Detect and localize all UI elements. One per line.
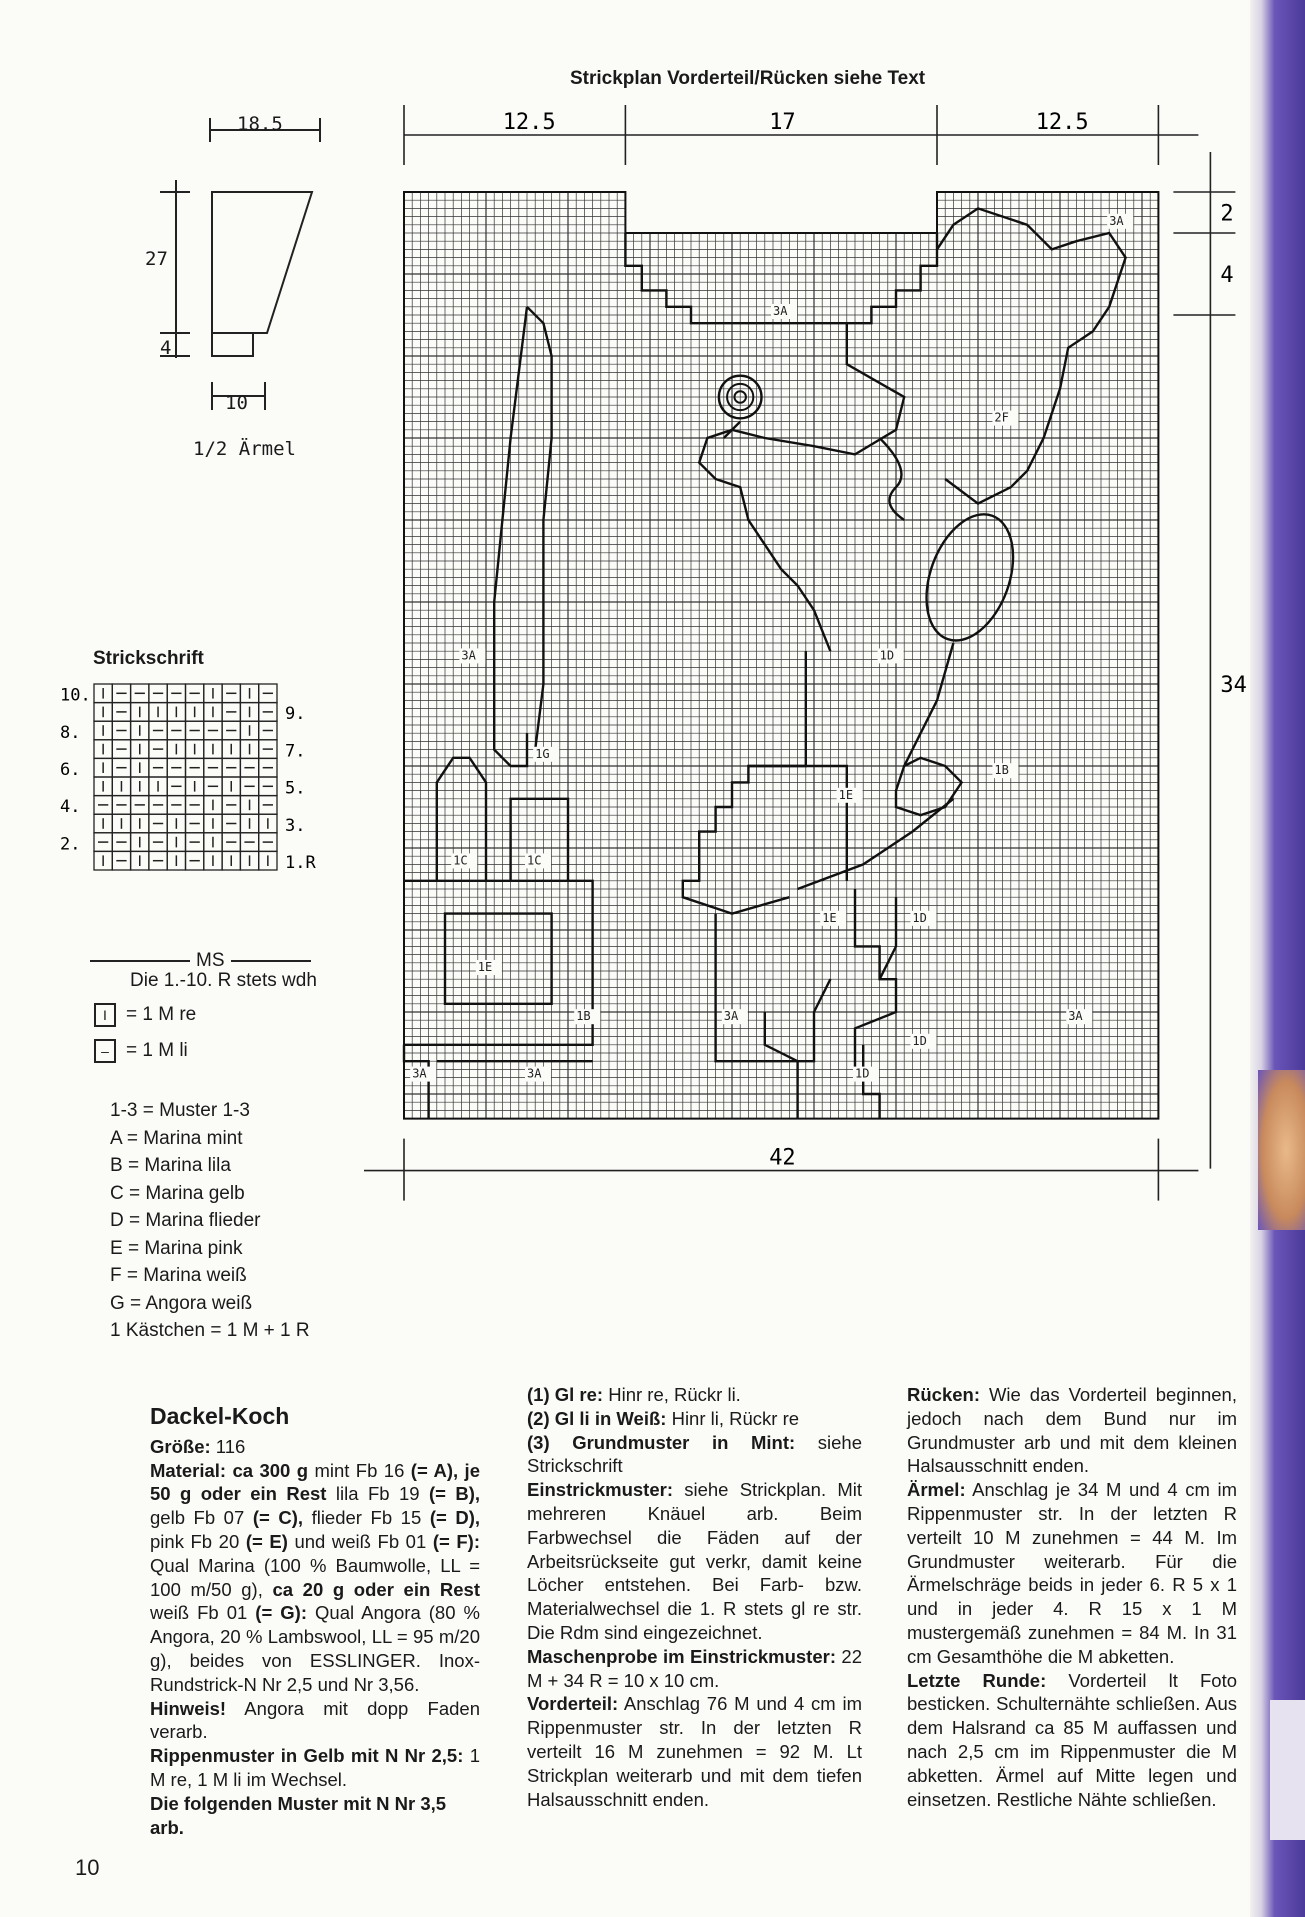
sleeve-width-top: 18.5 bbox=[237, 113, 283, 135]
chart-label: 1C bbox=[453, 853, 468, 868]
dim-label-right: 2 bbox=[1220, 201, 1234, 227]
row-label: 10. bbox=[60, 685, 91, 706]
column-2 bbox=[527, 1383, 862, 1811]
chart-label: 1D bbox=[879, 648, 895, 663]
legend-item: C = Marina gelb bbox=[110, 1182, 245, 1204]
intarsia-paragraph: Einstrickmuster: siehe Strickplan. Mit mehreren Knäuel arb. Beim Farbwechsel die Fäden auf der Arbeitsrückseite gut verkr, damit keine Löcher entstehen. Bei Farb- bzw. Materialwechsel die 1. R stets gl re str. Die Rdm sind eingezeichnet. bbox=[527, 1479, 862, 1643]
dim-label-right: 34 bbox=[1220, 673, 1247, 698]
ms-label: MS bbox=[196, 950, 225, 971]
chart-label: 1C bbox=[527, 853, 542, 868]
rib-paragraph: Rippenmuster in Gelb mit N Nr 2,5: 1 M re, 1 M li im Wechsel. bbox=[150, 1745, 480, 1790]
knit-symbol: I bbox=[94, 1003, 116, 1027]
back-paragraph: Rücken: Wie das Vorderteil beginnen, jedoch nach dem Bund nur im Grundmuster arb und mit dem kleinen Halsausschnitt enden. bbox=[907, 1384, 1237, 1477]
hint-paragraph: Hinweis! Angora mit dopp Faden verarb. bbox=[150, 1697, 480, 1743]
dim-label-top: 12.5 bbox=[502, 110, 556, 135]
key-purl bbox=[94, 1039, 188, 1063]
chart-label: 3A bbox=[1068, 1009, 1083, 1024]
chart-grid bbox=[404, 192, 1158, 1119]
chart-title: Strickplan Vorderteil/Rücken siehe Text bbox=[570, 68, 926, 89]
row-label: 9. bbox=[285, 704, 306, 725]
ms-marker bbox=[90, 950, 311, 972]
dim-label-right: 4 bbox=[1220, 263, 1234, 288]
material-paragraph: Material: ca 300 g mint Fb 16 (= A), je 50 g oder ein Rest lila Fb 19 (= B), gelb Fb 07 (= C), flieder Fb 15 (= D), pink Fb 20 (= E) und weiß Fb 01 (= F): Qual Marina (100 % Baumwolle, LL = 100 m/50 g), ca 20 g oder ein Rest weiß Fb 01 (= G): Qual Angora (80 % Angora, 20 % Lambswool, LL = 95 m/20 g), beides von ESSLINGER. Inox-Rundstrick-N Nr 2,5 und Nr 3,56. bbox=[150, 1459, 481, 1695]
legend-item: A = Marina mint bbox=[110, 1127, 243, 1149]
strickschrift-title: Strickschrift bbox=[93, 648, 204, 669]
chart-label: 1G bbox=[535, 746, 550, 761]
column-3 bbox=[907, 1383, 1237, 1811]
sleeve-height: 27 bbox=[145, 248, 168, 270]
page-edge-photo bbox=[1250, 0, 1305, 1917]
row-label: 5. bbox=[285, 778, 306, 799]
stitch-grid bbox=[60, 680, 360, 970]
photo-fragment-lower bbox=[1270, 1700, 1305, 1840]
pattern-1: (1) Gl re: Hinr re, Rückr li. bbox=[527, 1384, 741, 1405]
needle-note: Die folgenden Muster mit N Nr 3,5 arb. bbox=[150, 1792, 447, 1838]
finishing-paragraph: Letzte Runde: Vorderteil lt Foto besticken. Schulternähte schließen. Aus dem Halsrand ca 85 M auffassen und nach 2,5 cm im Rippenmuster die M abketten. Ärmel auf Mitte legen und einsetzen. Restliche Nähte schließen. bbox=[907, 1669, 1237, 1810]
legend-item: B = Marina lila bbox=[110, 1155, 231, 1176]
chart-label: 3A bbox=[412, 1066, 427, 1081]
color-legend bbox=[110, 1097, 310, 1345]
sleeve-width-bottom: 10 bbox=[225, 392, 248, 414]
legend-item: 1-3 = Muster 1-3 bbox=[110, 1100, 250, 1121]
chart-label: 1D bbox=[855, 1066, 870, 1081]
chart-label: 1D bbox=[912, 910, 927, 925]
knitting-chart bbox=[360, 95, 1250, 1375]
oven-window bbox=[445, 914, 552, 1004]
chart-label: 1B bbox=[994, 763, 1009, 778]
chart-label: 3A bbox=[1109, 213, 1124, 228]
dim-label-top: 17 bbox=[769, 110, 796, 135]
chart-label: 2F bbox=[994, 410, 1009, 425]
page-number: 10 bbox=[75, 1855, 100, 1880]
key-knit-text: = 1 M re bbox=[126, 1004, 197, 1025]
sleeve-diagram bbox=[120, 100, 350, 480]
sleeve-cuff: 4 bbox=[160, 337, 172, 359]
chart-label: 3A bbox=[527, 1066, 542, 1081]
corner-left bbox=[404, 1045, 429, 1119]
column-1 bbox=[150, 1405, 480, 1839]
key-purl-text: = 1 M li bbox=[126, 1040, 188, 1061]
article-heading: Dackel-Koch bbox=[150, 1403, 290, 1429]
key-knit bbox=[94, 1003, 196, 1027]
purl-symbol: – bbox=[94, 1039, 116, 1063]
row-label: 4. bbox=[60, 797, 81, 818]
pattern-3: (3) Grundmuster in Mint: siehe Strickschrift bbox=[527, 1431, 862, 1477]
legend-item: G = Angora weiß bbox=[110, 1292, 253, 1314]
dim-label-top: 12.5 bbox=[1035, 110, 1089, 135]
repeat-note: Die 1.-10. R stets wdh bbox=[130, 970, 317, 991]
row-label: 3. bbox=[285, 815, 306, 836]
chart-label: 1E bbox=[822, 910, 837, 925]
legend-item: F = Marina weiß bbox=[110, 1265, 247, 1286]
sleeve-paragraph: Ärmel: Anschlag je 34 M und 4 cm im Rippenmuster str. In der letzten R verteilt 10 M zunehmen = 44 M. Im Grundmuster weiterarb. Für die Ärmelschräge beids in jeder 6. R 5 x 1 und in jeder 4. R 15 x 1 M mustergemäß zunehmen = 84 M. In 31 cm Gesamthöhe die M abketten. bbox=[907, 1479, 1237, 1667]
chart-label: 3A bbox=[773, 304, 788, 318]
sleeve-caption: 1/2 Ärmel bbox=[193, 438, 296, 460]
dog-tail bbox=[855, 889, 896, 1078]
legend-item: 1 Kästchen = 1 M + 1 R bbox=[110, 1320, 310, 1341]
row-label: 2. bbox=[60, 834, 81, 855]
chart-label: 3A bbox=[723, 1009, 739, 1024]
size-line: Größe: 116 bbox=[150, 1435, 246, 1457]
row-label: 7. bbox=[285, 741, 306, 762]
chart-label: 3A bbox=[461, 648, 476, 663]
row-label: 8. bbox=[60, 722, 81, 743]
pattern-2: (2) Gl li in Weiß: Hinr li, Rückr re bbox=[527, 1407, 800, 1429]
front-paragraph: Vorderteil: Anschlag 76 M und 4 cm im Rippenmuster str. In der letzten R verteilt 16 M zunehmen = 92 M. Lt Strickplan weiterarb und mit dem tiefen Halsausschnitt enden. bbox=[527, 1693, 862, 1810]
dim-label-bottom: 42 bbox=[769, 1145, 796, 1171]
row-label: 1.R bbox=[285, 853, 316, 873]
photo-fragment bbox=[1258, 1070, 1305, 1230]
legend-item: D = Marina flieder bbox=[110, 1210, 261, 1231]
row-label: 6. bbox=[60, 760, 81, 780]
legend-item: E = Marina pink bbox=[110, 1237, 243, 1259]
chart-label: 1E bbox=[838, 787, 854, 802]
gauge-paragraph: Maschenprobe im Einstrickmuster: 22 M + 34 R = 10 x 10 cm. bbox=[527, 1645, 863, 1691]
chart-label: 1B bbox=[576, 1009, 591, 1024]
chart-label: 1D bbox=[912, 1033, 927, 1048]
chart-label: 1E bbox=[477, 960, 493, 974]
